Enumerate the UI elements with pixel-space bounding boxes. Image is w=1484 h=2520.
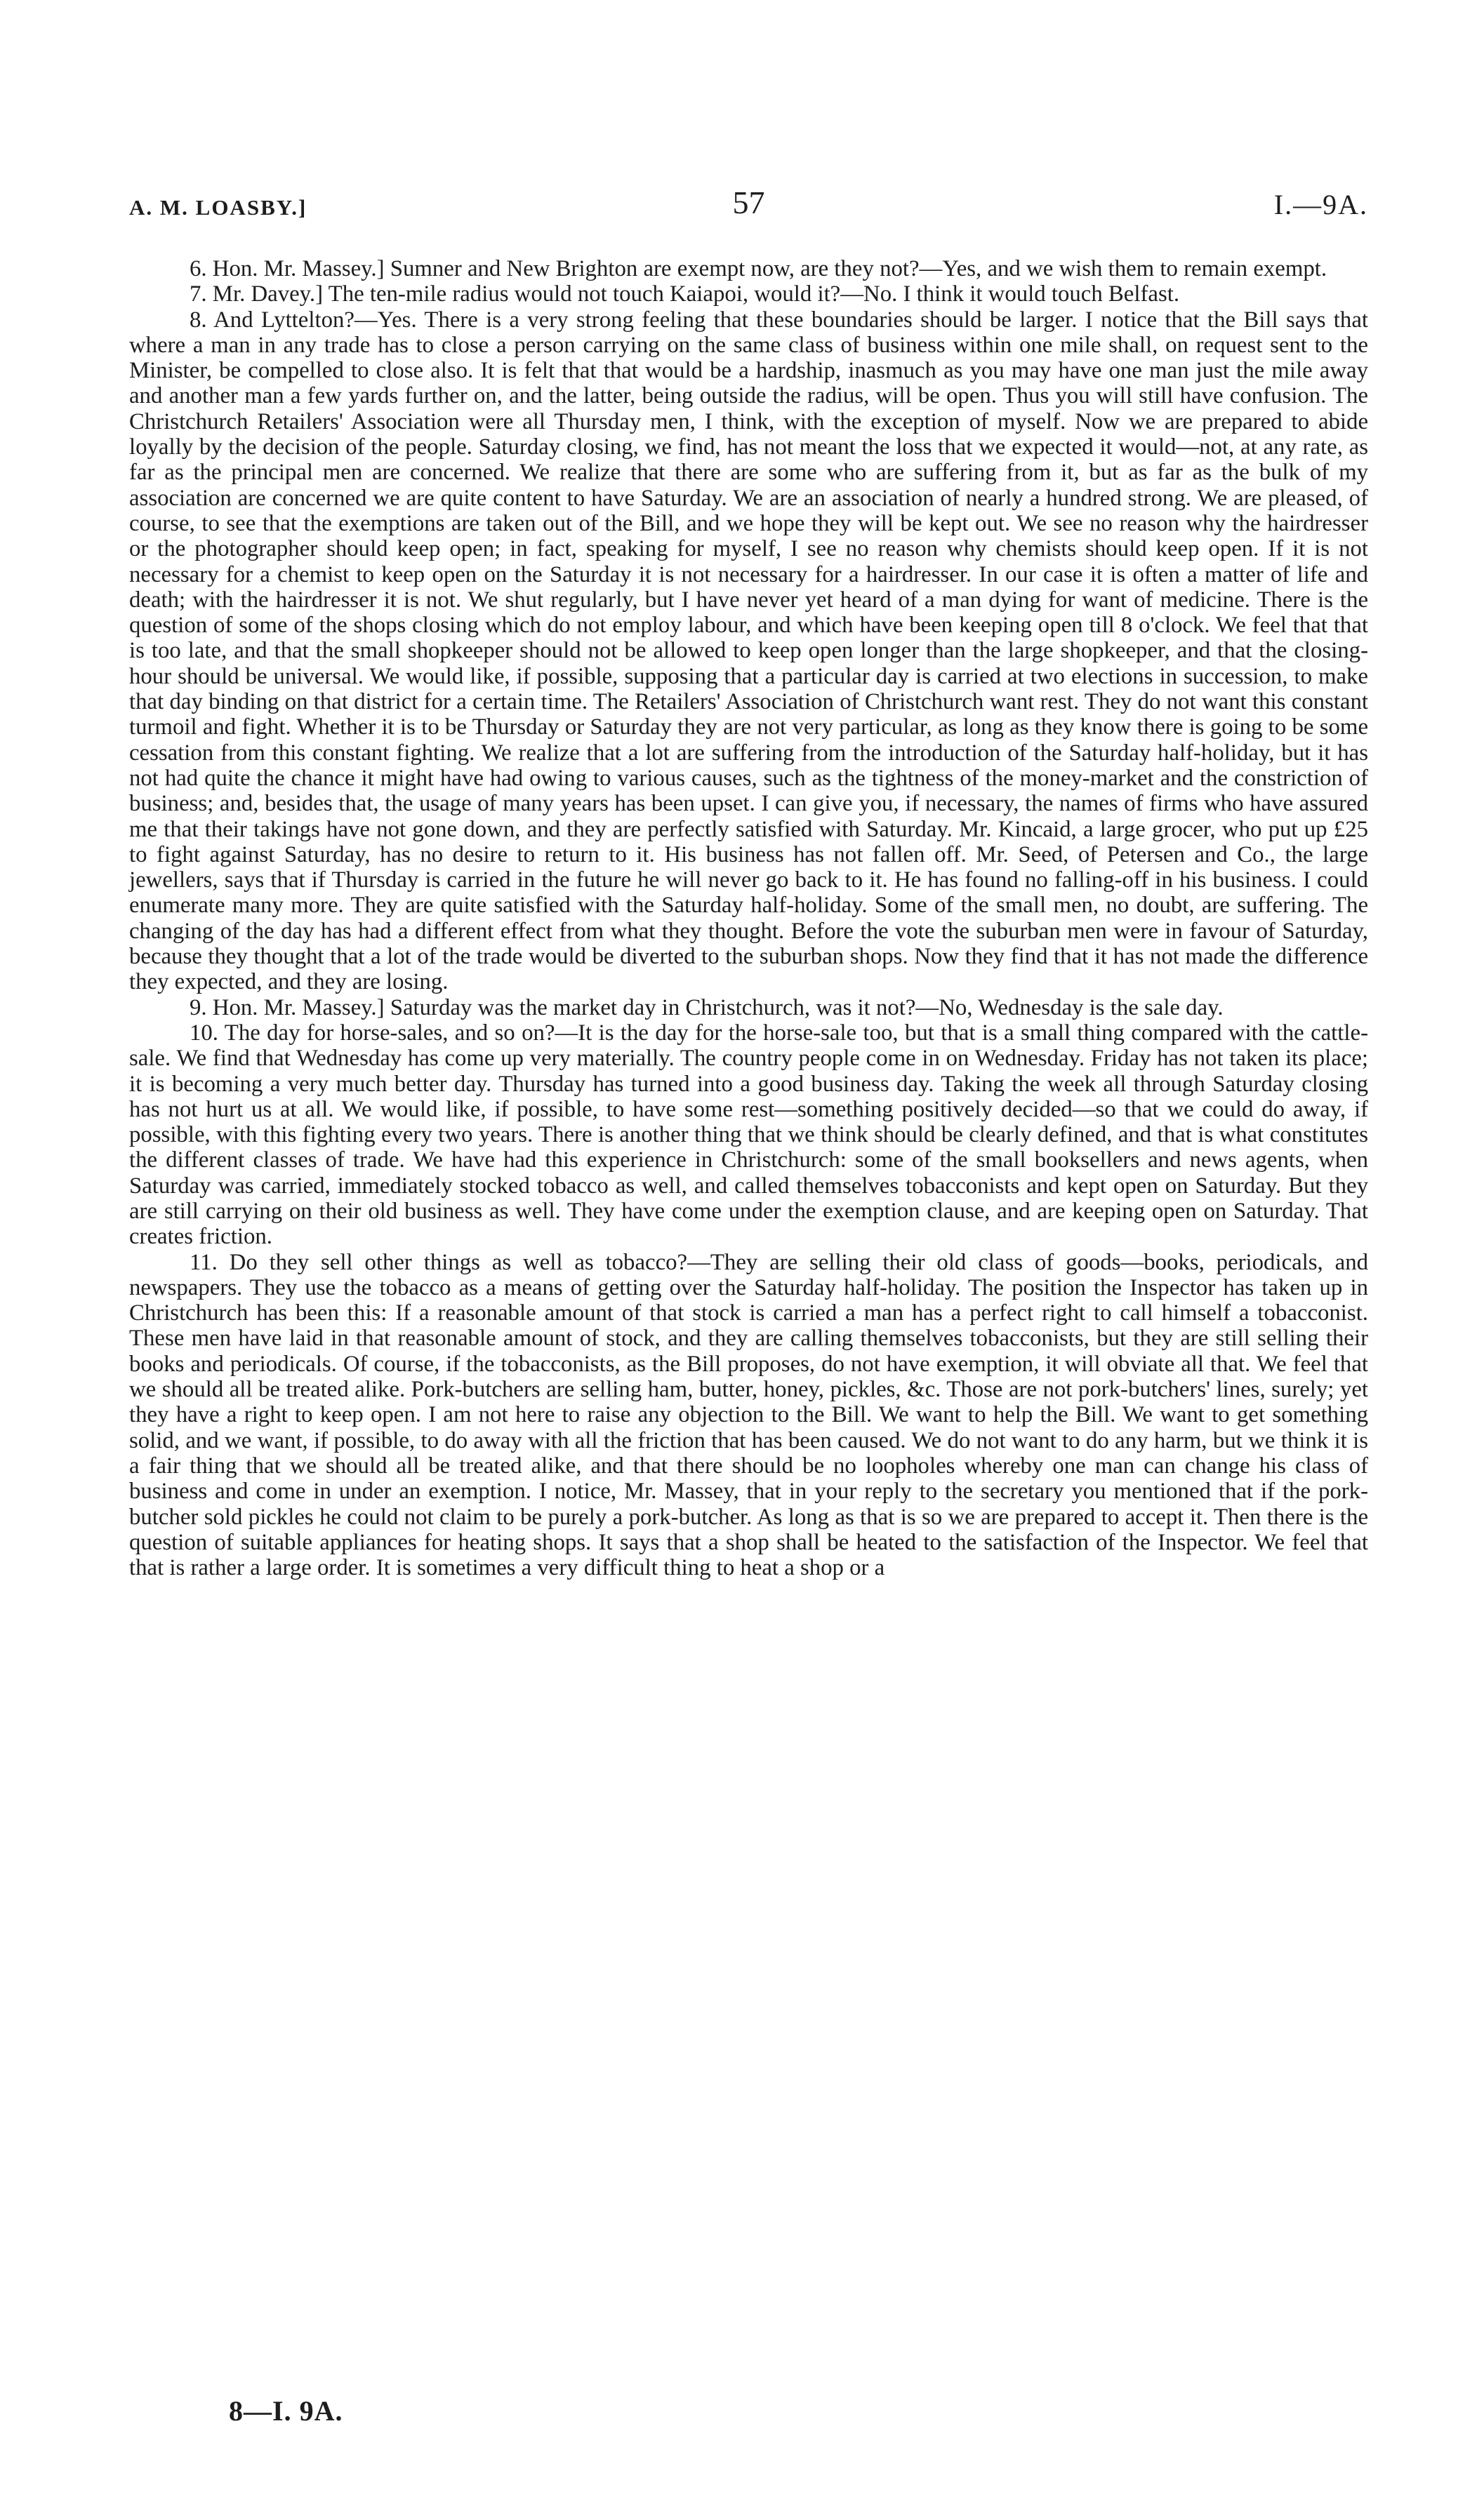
page-header [129, 184, 1368, 226]
page-number: 57 [732, 185, 765, 220]
witness-name: A. M. LOASBY.] [129, 195, 307, 220]
paragraph-10: 10. The day for horse-sales, and so on?—It is the day for the horse-sale too, but that is a small thing compared with the cattle-sale. We find that Wednesday has come up very materially. The country people come in on Wednesday. Friday has not taken its place; it is becoming a very much better day. Thursday has turned into a good business day. Taking the week all through Saturday closing has not hurt us at all. We would like, if possible, to have some rest—something positively decided—so that we could do away, if possible, with this fighting every two years. There is another thing that we think should be clearly defined, and that is what constitutes the different classes of trade. We have had this experience in Christchurch: some of the small booksellers and news agents, when Saturday was carried, immediately stocked tobacco as well, and called themselves tobacconists and kept open on Saturday. But they are still carrying on their old business as well. They have come under the exemption clause, and are keeping open on Saturday. That creates friction. [129, 1020, 1368, 1250]
signature-mark: 8—I. 9A. [229, 2395, 343, 2427]
paragraph-8: 8. And Lyttelton?—Yes. There is a very strong feeling that these boundaries should be larger. I notice that the Bill says that where a man in any trade has to close a person carrying on the same class of business within one mile shall, on request sent to the Minister, be compelled to close also. It is felt that that would be a hardship, inasmuch as you may have one man just the mile away and another man a few yards further on, and the latter, being outside the radius, will be open. Thus you will still have confusion. The Christchurch Retailers' Association were all Thursday men, I think, with the exception of myself. Now we are prepared to abide loyally by the decision of the people. Saturday closing, we find, has not meant the loss that we expected it would—not, at any rate, as far as the principal men are concerned. We realize that there are some who are suffering from it, but as far as the bulk of my association are concerned we are quite content to have Saturday. We are an association of nearly a hundred strong. We are pleased, of course, to see that the exemptions are taken out of the Bill, and we hope they will be kept out. We see no reason why the hairdresser or the photographer should keep open; in fact, speaking for myself, I see no reason why chemists should keep open. If it is not necessary for a chemist to keep open on the Saturday it is not necessary for a hairdresser. In our case it is often a matter of life and death; with the hairdresser it is not. We shut regularly, but I have never yet heard of a man dying for want of medicine. There is the question of some of the shops closing which do not employ labour, and which have been keeping open till 8 o'clock. We feel that that is too late, and that the small shopkeeper should not be allowed to keep open longer than the large shopkeeper, and that the closing-hour should be universal. We would like, if possible, supposing that a particular day is carried at two elections in succession, to make that day binding on that district for a certain time. The Retailers' Association of Christchurch want rest. They do not want this constant turmoil and fight. Whether it is to be Thursday or Saturday they are not very particular, as long as they know there is going to be some cessation from this constant fighting. We realize that a lot are suffering from the introduction of the Saturday half-holiday, but it has not had quite the chance it might have had owing to various causes, such as the tightness of the money-market and the constriction of business; and, besides that, the usage of many years has been upset. I can give you, if necessary, the names of firms who have assured me that their takings have not gone down, and they are perfectly satisfied with Saturday. Mr. Kincaid, a large grocer, who put up £25 to fight against Saturday, has no desire to return to it. His business has not fallen off. Mr. Seed, of Petersen and Co., the large jewellers, says that if Thursday is carried in the future he will never go back to it. He has found no falling-off in his business. I could enumerate many more. They are quite satisfied with the Saturday half-holiday. Some of the small men, no doubt, are suffering. The changing of the day has had a different effect from what they thought. Before the vote the suburban men were in favour of Saturday, because they thought that a lot of the trade would be diverted to the suburban shops. Now they find that it has not made the difference they expected, and they are losing. [129, 307, 1368, 995]
body-text [129, 256, 1368, 1580]
paragraph-11: 11. Do they sell other things as well as tobacco?—They are selling their old class of goods—books, periodicals, and newspapers. They use the tobacco as a means of getting over the Saturday half-holiday. The position the Inspector has taken up in Christchurch has been this: If a reasonable amount of that stock is carried a man has a perfect right to call himself a tobacconist. These men have laid in that reasonable amount of stock, and they are calling themselves tobacconists, but they are still selling their books and periodicals. Of course, if the tobacconists, as the Bill proposes, do not have exemption, it will obviate all that. We feel that we should all be treated alike. Pork-butchers are selling ham, butter, honey, pickles, &c. Those are not pork-butchers' lines, surely; yet they have a right to keep open. I am not here to raise any objection to the Bill. We want to help the Bill. We want to get something solid, and we want, if possible, to do away with all the friction that has been caused. We do not want to do any harm, but we think it is a fair thing that we should all be treated alike, and that there should be no loopholes whereby one man can change his class of business and come in under an exemption. I notice, Mr. Massey, that in your reply to the secretary you mentioned that if the pork-butcher sold pickles he could not claim to be purely a pork-butcher. As long as that is so we are prepared to accept it. Then there is the question of suitable appliances for heating shops. It says that a shop shall be heated to the satisfaction of the Inspector. We feel that that is rather a large order. It is sometimes a very difficult thing to heat a shop or a [129, 1249, 1368, 1581]
paragraph-6: 6. Hon. Mr. Massey.] Sumner and New Brighton are exempt now, are they not?—Yes, and we wish them to remain exempt. [190, 256, 1327, 281]
document-reference: I.—9A. [1273, 189, 1368, 220]
paragraph-9: 9. Hon. Mr. Massey.] Saturday was the market day in Christchurch, was it not?—No, Wednesday is the sale day. [190, 994, 1224, 1020]
paragraph-7: 7. Mr. Davey.] The ten-mile radius would not touch Kaiapoi, would it?—No. I think it would touch Belfast. [190, 281, 1180, 307]
